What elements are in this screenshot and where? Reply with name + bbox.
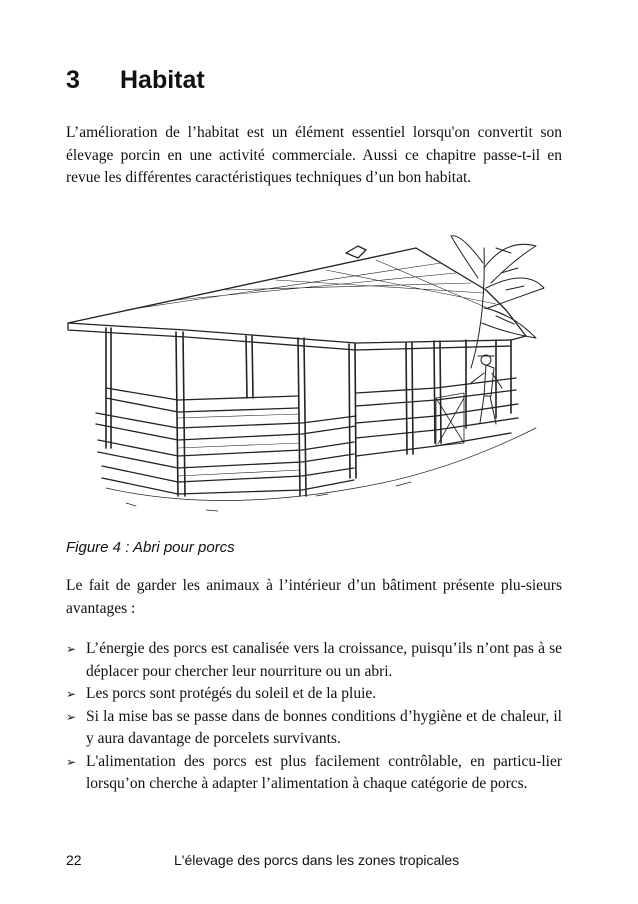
list-item: [66, 751, 562, 796]
arrowhead-bullet-icon: ➢: [66, 642, 77, 656]
list-item: [66, 683, 562, 706]
shelter-posts-drawing: [106, 328, 511, 496]
chapter-number: 3: [66, 66, 80, 94]
chapter-title: Habitat: [120, 66, 205, 94]
lead-paragraph: Le fait de garder les animaux à l’intérieur d’un bâtiment présente plu-sieurs avantages :: [66, 577, 562, 617]
running-title: L'élevage des porcs dans les zones tropicales: [174, 852, 460, 868]
farmer-figure-drawing: [471, 355, 502, 424]
list-item-text: Les porcs sont protégés du soleil et de la pluie.: [86, 685, 377, 702]
page-number: 22: [66, 852, 82, 868]
list-item-text: L'alimentation des porcs est plus facilement contrôlable, en particu-lier lorsqu’on cherche à adapter l’alimentation à chaque catégorie de porcs.: [86, 752, 562, 792]
arrowhead-bullet-icon: ➢: [66, 709, 77, 724]
pen-walls-drawing: [96, 378, 536, 511]
advantages-list: [66, 638, 562, 796]
intro-paragraph: L’amélioration de l’habitat est un élément essentiel lorsqu'on convertit son élevage porcin en une activité commerciale. Aussi ce chapitre passe-t-il en revue les différentes caractéristiques techniques d’un bon habitat.: [66, 124, 562, 186]
arrowhead-bullet-icon: ➢: [66, 687, 77, 701]
list-item-text: L’énergie des porcs est canalisée vers la croissance, puisqu’ils n’ont pas à se déplacer pour chercher leur nourriture ou un abri.: [86, 640, 562, 680]
list-item-text: Si la mise bas se passe dans de bonnes conditions d’hygiène et de chaleur, il y aura davantage de porcelets survivants.: [86, 707, 562, 747]
roof-drawing: [68, 246, 526, 350]
list-item: [66, 706, 562, 751]
arrowhead-bullet-icon: ➢: [66, 754, 77, 769]
figure-caption: Figure 4 : Abri pour porcs: [66, 539, 235, 556]
pig-shelter-illustration: [66, 228, 566, 528]
list-item: [66, 638, 562, 683]
